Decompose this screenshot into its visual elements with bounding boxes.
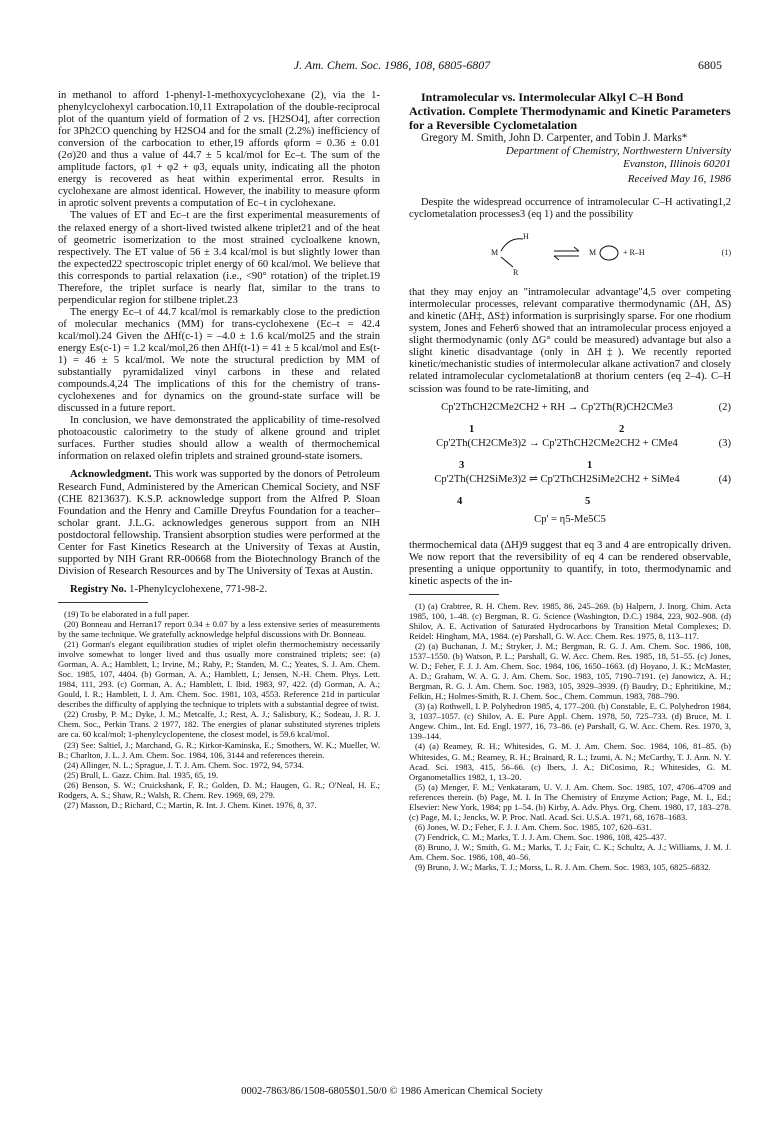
compound-label: 1 bbox=[469, 423, 475, 435]
page-footer: 0002-7863/86/1508-6805$01.50/0 © 1986 American Chemical Society bbox=[241, 1086, 543, 1097]
page-number: 6805 bbox=[698, 58, 722, 72]
footnote: (20) Bonneau and Herran17 report 0.34 ± 0.07 by a less extensive series of measurements by the same technique. We gratefully acknowledge helpful discussions with Dr. Bonneau. bbox=[58, 618, 380, 640]
right-paragraph-2: that they may enjoy an "intramolecular advantage"4,5 over competing intermolecular processes, relevant comparative thermodynamic (ΔH, ΔS) and kinetic (ΔH‡, ΔS‡) information is surprisingly sparse. For one rhodium system, Jones and Feher6 showed that an intramolecular process enjoyed a slight thermodynamic (only ΔG° could be measured) advantage but also a slight kinetic disadvantage (only in ΔH‡). We recently reported kinetic/mechanistic studies of intermolecular alkane activation7 and closely related intramolecular cyclometalation8 at thorium centers (eq 2–4). C–H scission was found to be rate-limiting, and bbox=[409, 287, 731, 395]
footnote: (21) Gorman's elegant equilibration studies of triplet olefin thermochemistry necessarily involve somewhat to longer lived and thus usually more constrained triplets; see: (a) Gorman, A. A.; Hamblett, I.; Irvine, M.; Raby, P.; Standen, M. C.; Yeates, S. J. Am. Chem. Soc. 1985, 107, 4404. (b) Gorman, A. A.; Hamblett, I.; Jensen, N.-H. Chem. Phys. Lett. 1984, 111, 293. (c) Gorman, A. A.; Hamblett, I. Ibid. 1983, 97, 422. (d) Gorman, A. A.; Gould, I. R.; Hamblett, I. J. Am. Chem. Soc. 1981, 103, 4553. Reference 21d in particular describes the difficulty of applying the technique to triplets with a substantial degree of twist. bbox=[58, 639, 380, 710]
footnote: (6) Jones, W. D.; Feher, F. J. J. Am. Chem. Soc. 1985, 107, 620–631. bbox=[415, 821, 652, 832]
chain-bond bbox=[501, 239, 523, 251]
affiliation-line-2: Evanston, Illinois 60201 bbox=[623, 158, 731, 170]
registry bbox=[58, 584, 380, 596]
equation-2-labels bbox=[409, 424, 731, 438]
registry-body: 1-Phenylcyclohexene, 771-98-2. bbox=[126, 583, 268, 595]
footnote: (3) (a) Rothwell, I. P. Polyhedron 1985, 4, 177–200. (b) Constable, E. C. Polyhedron 1984, 3, 1037–1057. (c) Shilov, A. E. Pure Appl. Chem. 1978, 50, 725–733. (d) Bruce, M. I. Angew. Chim., Int. Ed. Engl. 1977, 16, 73–86. (e) Parshall, G. W. Acc. Chem. Res. 1970, 3, 139–144. bbox=[409, 701, 731, 742]
footnote: (5) (a) Menger, F. M.; Venkataram, U. V. J. Am. Chem. Soc. 1985, 107, 4706–4709 and references therein. (b) Page, M. I. In The Chemistry of Enzyme Action; Page, M. I., Ed.; Elsevier: New York, 1984; pp 1–54. (b) Kirby, A. Adv. Phys. Org. Chem. 1980, 17, 183–278. (c) Page, M. I.; Jencks, W. P. Proc. Natl. Acad. Sci. U.S.A. 1971, 68, 1678–1683. bbox=[409, 781, 731, 822]
scheme-rh-label: + R–H bbox=[623, 248, 645, 258]
acknowledgment bbox=[58, 469, 380, 577]
scheme-r-label: R bbox=[513, 268, 519, 278]
footnote: (9) Bruno, J. W.; Marks, T. J.; Morss, L. R. J. Am. Chem. Soc. 1983, 105, 6825–6832. bbox=[415, 862, 711, 873]
running-header bbox=[0, 58, 784, 76]
right-footnotes bbox=[409, 601, 731, 872]
equation-4-text: Cp'2Th(CH2SiMe3)2 ⇌ Cp'2ThCH2SiMe2CH2 + SiMe4 bbox=[434, 473, 680, 485]
left-column bbox=[58, 90, 380, 810]
footnote: (4) (a) Reamey, R. H.; Whitesides, G. M. J. Am. Chem. Soc. 1984, 106, 81–85. (b) Whitesides, G. M.; Reamey, R. H.; Brainard, R. L.; Izumi, A. N.; McCarthy, T. J. Ann. N. Y. Acad. Sci. 1983, 415, 56–66. (c) Ibers, J. A.; DiCosimo, R.; Whitesides, G. M. Organometallics 1982, 1, 13–20. bbox=[409, 741, 731, 782]
footnote: (26) Benson, S. W.; Cruickshank, F. R.; Golden, D. M.; Haugen, G. R.; O'Neal, H. E.; Rodgers, A. S.; Shaw, R.; Walsh, R. Chem. Rev. 1969, 69, 279. bbox=[58, 779, 380, 800]
compound-label: 1 bbox=[587, 459, 593, 471]
footnote: (8) Bruno, J. W.; Smith, G. M.; Marks, T. J.; Fair, C. K.; Schultz, A. J.; Williams, J. M. J. Am. Chem. Soc. 1986, 108, 40–56. bbox=[409, 841, 731, 862]
scheme-graphic bbox=[409, 227, 731, 281]
metallacycle-ring bbox=[600, 246, 618, 260]
scheme-m-product-label: M bbox=[589, 248, 597, 258]
right-paragraph-1: Despite the widespread occurrence of intramolecular C–H activating1,2 cyclometalation processes3 (eq 1) and the possibility bbox=[409, 197, 731, 221]
affiliation-line-1: Department of Chemistry, Northwestern University bbox=[505, 145, 731, 157]
cyclometalation-scheme bbox=[409, 227, 731, 281]
right-column bbox=[409, 90, 731, 872]
equation-2-text: Cp'2ThCH2CMe2CH2 + RH → Cp'2Th(R)CH2CMe3 bbox=[441, 401, 673, 413]
footnote: (27) Masson, D.; Richard, C.; Martin, R. Int. J. Chem. Kinet. 1976, 8, 37. bbox=[64, 799, 317, 810]
scheme-h-label: H bbox=[523, 232, 529, 242]
equation-4-number: (4) bbox=[718, 473, 731, 485]
article-authors: Gregory M. Smith, John D. Carpenter, and Tobin J. Marks* bbox=[421, 132, 688, 144]
arrowhead bbox=[554, 256, 559, 260]
equation-4-labels bbox=[409, 496, 731, 510]
right-paragraph-3: thermochemical data (ΔH)9 suggest that eq 3 and 4 are entropically driven. We now report that the reversibility of eq 4 can be rendered observable, presenting a unique opportunity to quantify, in toto, thermodynamic and kinetic aspects of the in- bbox=[409, 539, 731, 587]
footnote: (2) (a) Buchanan, J. M.; Stryker, J. M.; Bergman, R. G. J. Am. Chem. Soc. 1986, 108, 1537–1550. (b) Watson, P. L.; Parshall, G. W. Acc. Chem. Res. 1985, 18, 51–55. (c) Jones, W. D.; Feher, F. J. J. Am. Chem. Soc. 1984, 106, 1650–1663. (d) Hoyano, J. K.; McMaster, A. D.; Graham, W. A. G. J. Am. Chem. Soc. 1983, 105, 7190–7191. (e) Janowicz, A. H.; Bergman, R. G. J. Am. Chem. Soc. 1983, 105, 3929–3939. (f) Baudry, D.; Ephritikine, M.; Felkin, H.; Holmes-Smith, R. J. Chem. Soc., Chem. Commun. 1983, 788–790. bbox=[409, 640, 731, 702]
article-title: Intramolecular vs. Intermolecular Alkyl C–H Bond Activation. Complete Thermodynamic and Kinetic Parameters for a Reversible Cyclometalation bbox=[409, 90, 731, 132]
equation-3 bbox=[409, 438, 731, 460]
equation-3-labels bbox=[409, 460, 731, 474]
compound-label: 5 bbox=[585, 495, 591, 507]
r-bond bbox=[501, 257, 513, 267]
left-footnotes bbox=[58, 609, 380, 810]
equation-4 bbox=[409, 474, 731, 496]
equation-3-text: Cp'2Th(CH2CMe3)2 → Cp'2ThCH2CMe2CH2 + CMe4 bbox=[436, 437, 678, 449]
scheme-m-label: M bbox=[491, 248, 499, 258]
acknowledgment-body: This work was supported by the donors of Petroleum Research Fund, Administered by the American Chemical Society, and NSF (CHE 8213637). K.S.P. acknowledge support from the Alfred P. Sloan Foundation and the Henry and Camille Dreyfus Foundation for a teacher–scholar grant. J.L.G. acknowledges generous support from an NIH postdoctoral fellowship. Transient absorption studies were performed at the Center for Fast Kinetics Research at the University of Texas at Austin, supported by NIH Grant RR-00668 from the Biotechnology Branch of the Division of Research Resources and by The University of Texas at Austin. bbox=[58, 469, 380, 577]
left-paragraph-3: The energy Ec–t of 44.7 kcal/mol is remarkably close to the prediction of molecular mechanics (MM) for trans-cyclohexene (Ec–t = 42.4 kcal/mol).24 Given the ΔHf(c-1) = –4.0 ± 1.6 kcal/mol25 and the strain energy Es(c-1) = 1.2 kcal/mol,26 then ΔHf(t-1) = 41 ± 5 kcal/mol and Es(t-1) = 46 ± 5 kcal/mol. We note the structural prediction by MM of substantially pyramidalized vinyl carbons in these and related compounds.4,24 The implications of this for the chemistry of trans-cyclohexenes and for dynamics on the ground-state surface will be discussed in a future report. bbox=[58, 306, 380, 415]
footnote: (1) (a) Crabtree, R. H. Chem. Rev. 1985, 86, 245–269. (b) Halpern, J. Inorg. Chim. Acta 1985, 100, 1–48. (c) Bergman, R. G. Science (Washington, D.C.) 1984, 223, 902–908. (d) Shilov, A. E. Activation of Saturated Hydrocarbons by Transition Metal Complexes; D. Reidel: Hingham, MA, 1984. (e) Parshall, G. W. Acc. Chem. Res. 1975, 8, 113–117. bbox=[409, 600, 731, 641]
footnote-rule bbox=[58, 602, 148, 603]
left-paragraph-2: The values of ET and Ec–t are the first experimental measurements of the relaxed energy of a short-lived twisted alkene triplet21 and of the heat of geometric isomerization to the most strained cycloalkene known, respectively. The ET value of 56 ± 3.4 kcal/mol is but slightly lower than the expected22 spectroscopic triplet energy of 60 kcal/mol. We believe that this corresponds to partial relaxation (i.e., <90° rotation) of the triplet.19 Therefore, the triplet surface is nearly flat, similar to the trans to perpendicular region for stilbene triplet.23 bbox=[58, 210, 380, 306]
footnote: (23) See: Saltiel, J.; Marchand, G. R.; Kirkor-Kaminska, E.; Smothers, W. K.; Mueller, W. B.; Charlton, J. L. J. Am. Chem. Soc. 1984, 106, 3144 and references therein. bbox=[58, 739, 380, 760]
acknowledgment-heading: Acknowledgment. bbox=[70, 469, 152, 481]
left-paragraph-1: in methanol to afford 1-phenyl-1-methoxycyclohexane (2), via the 1-phenylcyclohexyl carbocation.10,11 Extrapolation of the double-reciprocal plot of the quantum yield of formation of 2 vs. [H2SO4], after correction for 3Ph2CO quenching by H2SO4 and for the small (2.2%) inefficiency of conversion of the carbocation to ether,19 affords φform = 0.36 ± 0.01 (2σ)20 and thus a value of 44.7 ± 5 kcal/mol for Ec–t. The sum of the amplitude factors, φ1 + φ2 + φ3, equals unity, indicating all the photon energy is recovered as heat within experimental error. Results in cyclohexane are almost identical. However, the inability to measure φform in aprotic solvent prevents a computation of Ec–t in cyclohexane. bbox=[58, 90, 380, 210]
compound-label: 3 bbox=[459, 459, 465, 471]
left-paragraph-4: In conclusion, we have demonstrated the applicability of time-resolved photoacoustic calorimetry to the study of alkene ground and triplet surfaces. Further studies should allow a wealth of thermochemical information on relaxed olefin triplets and strained ground-state isomers. bbox=[58, 415, 380, 463]
received-date: Received May 16, 1986 bbox=[627, 173, 731, 185]
registry-heading: Registry No. bbox=[70, 583, 127, 595]
footnote: (25) Brull, L. Gazz. Chim. Ital. 1935, 65, 19. bbox=[64, 769, 219, 780]
footnote: (7) Fendrick, C. M.; Marks, T. J. J. Am. Chem. Soc. 1986, 108, 425–437. bbox=[415, 831, 667, 842]
equation-2 bbox=[409, 402, 731, 424]
compound-label: 2 bbox=[619, 423, 625, 435]
journal-citation: J. Am. Chem. Soc. 1986, 108, 6805-6807 bbox=[293, 58, 491, 72]
equation-3-number: (3) bbox=[718, 437, 731, 449]
footnote-rule bbox=[409, 594, 499, 595]
footnote: (22) Crosby, P. M.; Dyke, J. M.; Metcalfe, J.; Rest, A. J.; Salisbury, K.; Sodeau, J. R. J. Chem. Soc., Perkin Trans. 2 1977, 182. The energies of planar substituted styrenes triplets are ca. 60 kcal/mol; 1-phenylcyclopentene, the closest model, is 59.6 kcal/mol. bbox=[58, 709, 380, 740]
footnote: (24) Allinger, N. L.; Sprague, J. T. J. Am. Chem. Soc. 1972, 94, 5734. bbox=[64, 759, 304, 770]
compound-label: 4 bbox=[457, 495, 463, 507]
arrowhead bbox=[574, 247, 579, 251]
equation-number: (1) bbox=[721, 248, 731, 258]
cp-definition: Cp' = η5-Me5C5 bbox=[534, 513, 606, 525]
footnote: (19) To be elaborated in a full paper. bbox=[64, 608, 190, 619]
equation-2-number: (2) bbox=[718, 401, 731, 413]
